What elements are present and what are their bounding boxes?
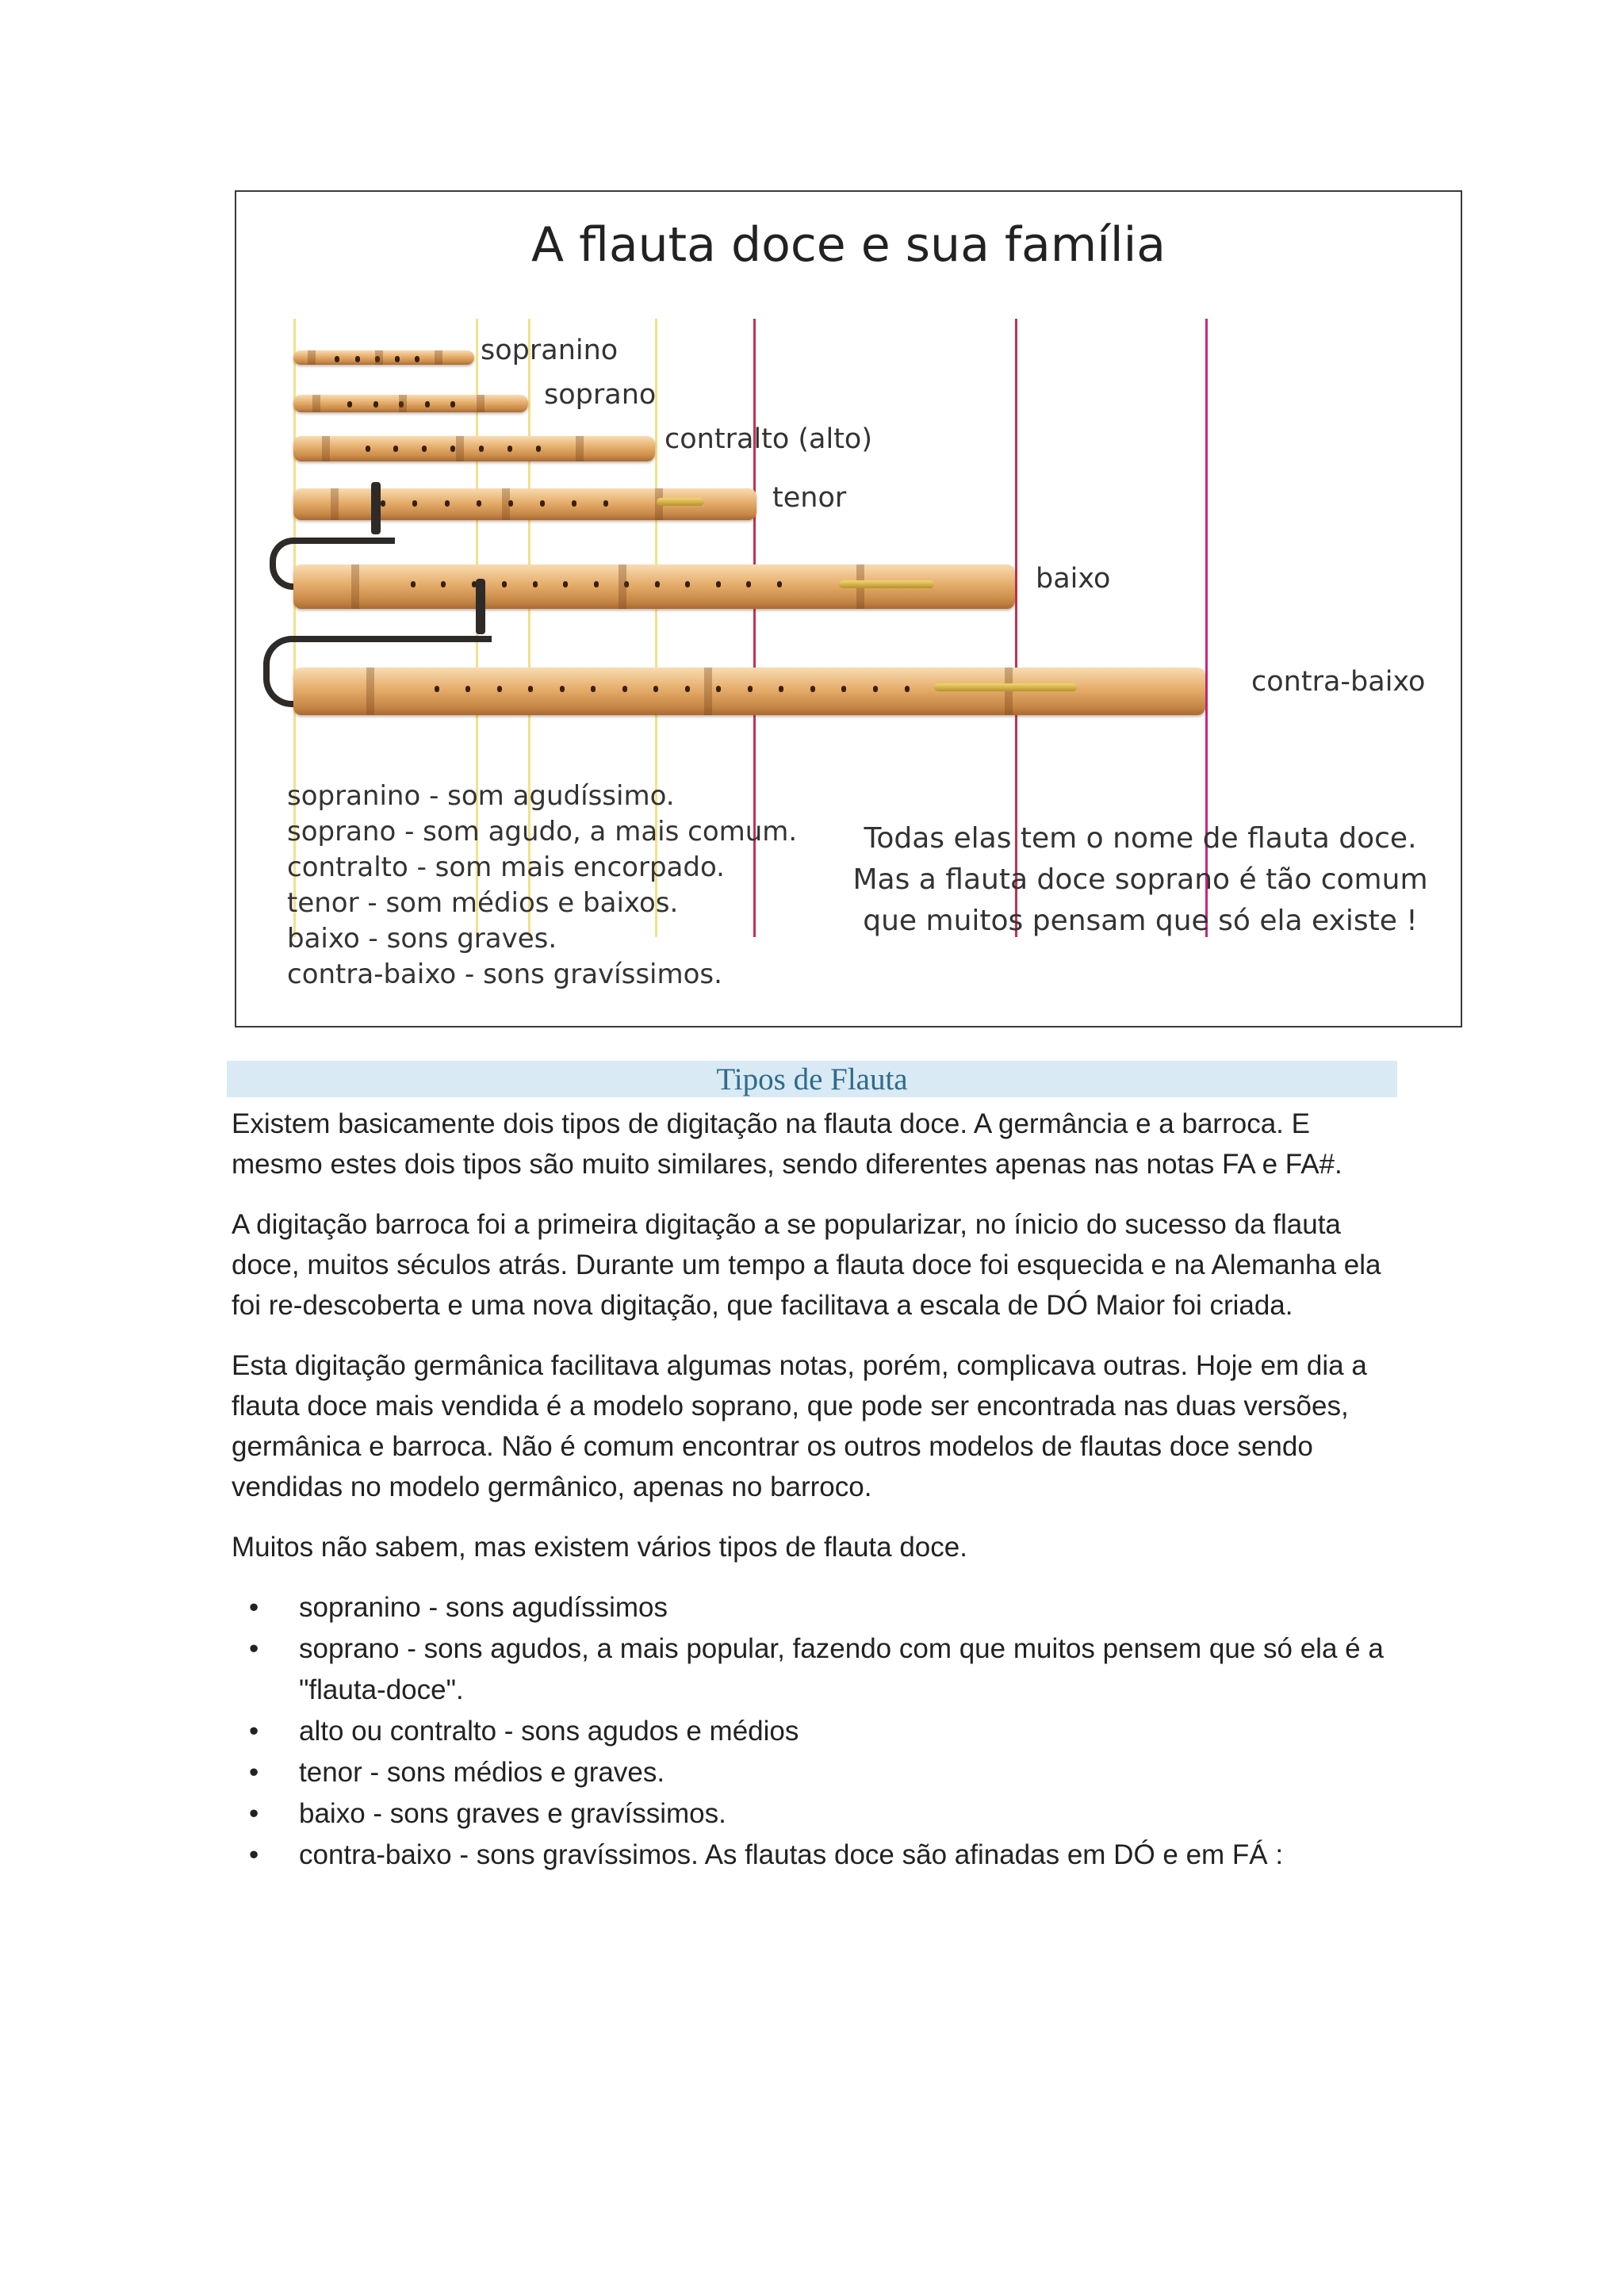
joint-ring xyxy=(1005,668,1013,715)
flute-label-baixo: baixo xyxy=(1036,563,1111,595)
soprano-flute xyxy=(293,395,528,412)
joint-ring xyxy=(308,350,316,365)
tone-hole xyxy=(655,581,660,587)
joint-ring xyxy=(576,436,584,461)
tone-hole xyxy=(533,581,538,587)
tone-hole xyxy=(777,581,782,587)
flute-label-contralto: contralto (alto) xyxy=(665,423,873,455)
description-line: sopranino - som agudíssimo. xyxy=(287,780,675,812)
list-item: • sopranino - sons agudíssimos xyxy=(232,1587,1405,1628)
tone-hole xyxy=(395,356,400,362)
tone-hole xyxy=(810,686,815,692)
tone-hole xyxy=(425,401,430,408)
tone-hole xyxy=(445,500,450,507)
tone-hole xyxy=(716,686,721,692)
tone-hole xyxy=(415,356,419,362)
flute-label-soprano: soprano xyxy=(544,379,657,411)
paragraph: Muitos não sabem, mas existem vários tipos de flauta doce. xyxy=(232,1532,967,1563)
joint-ring xyxy=(456,436,464,461)
section-heading: Tipos de Flauta xyxy=(227,1061,1397,1097)
tone-hole xyxy=(603,500,608,507)
tone-hole xyxy=(536,446,541,452)
tone-hole xyxy=(412,500,417,507)
tone-hole xyxy=(685,581,690,587)
note-line: Todas elas tem o nome de flauta doce. xyxy=(864,822,1417,855)
description-line: tenor - som médios e baixos. xyxy=(287,887,679,919)
tone-hole xyxy=(746,581,751,587)
tone-hole xyxy=(355,356,360,362)
list-item: • alto ou contralto - sons agudos e médios xyxy=(232,1711,1405,1752)
list-item: • soprano - sons agudos, a mais popular, fazendo com que muitos pensem que só ela é a "flauta-doce". xyxy=(232,1628,1405,1711)
list-item: • contra-baixo - sons gravíssimos. As flautas doce são afinadas em DÓ e em FÁ : xyxy=(232,1835,1405,1876)
figure-note xyxy=(839,818,1442,942)
tone-hole xyxy=(873,686,878,692)
tone-hole xyxy=(591,686,596,692)
list-item: • tenor - sons médios e graves. xyxy=(232,1752,1405,1793)
tone-hole xyxy=(411,581,416,587)
tenor-keys xyxy=(657,498,704,506)
tone-hole xyxy=(347,401,352,408)
description-line: contra-baixo - sons gravíssimos. xyxy=(287,959,722,990)
description-line: contralto - som mais encorpado. xyxy=(287,851,725,883)
paragraph: Existem basicamente dois tipos de digitação na flauta doce. A germância e a barroca. E mesmo estes dois tipos são muito similares, sendo diferentes apenas nas notas FA e FA#. xyxy=(232,1108,1342,1180)
flute-label-tenor: tenor xyxy=(772,482,847,514)
tone-hole xyxy=(435,686,439,692)
tone-hole xyxy=(450,401,455,408)
tone-hole xyxy=(335,356,339,362)
joint-ring xyxy=(477,395,485,412)
tone-hole xyxy=(748,686,753,692)
sopranino-flute xyxy=(293,350,474,365)
tone-hole xyxy=(528,686,533,692)
tenor-crook xyxy=(371,482,381,534)
contrabaixo-flute xyxy=(293,668,1205,715)
tone-hole xyxy=(841,686,846,692)
tone-hole xyxy=(502,581,507,587)
description-line: soprano - som agudo, a mais comum. xyxy=(287,816,798,848)
tone-hole xyxy=(366,446,370,452)
joint-ring xyxy=(375,350,383,365)
joint-ring xyxy=(331,488,339,520)
tone-hole xyxy=(422,446,427,452)
paragraph: A digitação barroca foi a primeira digitação a se popularizar, no ínicio do sucesso da flauta doce, muitos séculos atrás. Durante um tempo a flauta doce foi esquecida e na Alemanha ela foi re-descoberta e uma nova digitação, que facilitava a escala de DÓ Maior foi criada. xyxy=(232,1209,1381,1321)
flute-label-contra-baixo: contra-baixo xyxy=(1251,666,1426,698)
tone-hole xyxy=(441,581,446,587)
paragraph: Esta digitação germânica facilitava algumas notas, porém, complicava outras. Hoje em dia a flauta doce mais vendida é a modelo soprano, que pode ser encontrada nas duas versões, germânica e barroca. Não é comum encontrar os outros modelos de flautas doce sendo vendidas no modelo germânico, apenas no barroco. xyxy=(232,1350,1367,1502)
tone-hole xyxy=(450,446,455,452)
tone-hole xyxy=(622,686,627,692)
joint-ring xyxy=(322,436,330,461)
tone-hole xyxy=(594,581,599,587)
baixo-crook xyxy=(476,579,485,634)
joint-ring xyxy=(619,564,626,609)
tone-hole xyxy=(540,500,545,507)
joint-ring xyxy=(351,564,359,609)
tone-hole xyxy=(477,500,481,507)
tone-hole xyxy=(716,581,721,587)
joint-ring xyxy=(704,668,712,715)
tone-hole xyxy=(905,686,910,692)
tone-hole xyxy=(479,446,484,452)
figure-title: A flauta doce e sua família xyxy=(530,217,1166,273)
flute-types-list xyxy=(232,1587,1405,1876)
tone-hole xyxy=(497,686,502,692)
joint-ring xyxy=(399,395,407,412)
contralto-flute xyxy=(293,436,655,461)
tone-hole xyxy=(508,446,512,452)
tone-hole xyxy=(779,686,783,692)
tone-hole xyxy=(393,446,398,452)
tone-hole xyxy=(572,500,576,507)
tone-hole xyxy=(560,686,565,692)
tone-hole xyxy=(381,500,385,507)
flute-family-figure xyxy=(235,190,1462,1027)
baixo-keys xyxy=(839,580,934,588)
flute-label-sopranino: sopranino xyxy=(481,335,619,366)
list-item: • baixo - sons graves e gravíssimos. xyxy=(232,1793,1405,1835)
contrabaixo-keys xyxy=(934,683,1077,691)
article-body xyxy=(232,1104,1405,1876)
joint-ring xyxy=(366,668,374,715)
description-line: baixo - sons graves. xyxy=(287,923,557,955)
flute-descriptions xyxy=(287,779,797,993)
joint-ring xyxy=(435,350,442,365)
tone-hole xyxy=(465,686,470,692)
joint-ring xyxy=(502,488,510,520)
tone-hole xyxy=(373,401,378,408)
joint-ring xyxy=(312,395,320,412)
note-line: Mas a flauta doce soprano é tão comum xyxy=(852,863,1428,896)
note-line: que muitos pensam que só ela existe ! xyxy=(863,905,1418,937)
tone-hole xyxy=(563,581,568,587)
tone-hole xyxy=(653,686,658,692)
tone-hole xyxy=(685,686,690,692)
